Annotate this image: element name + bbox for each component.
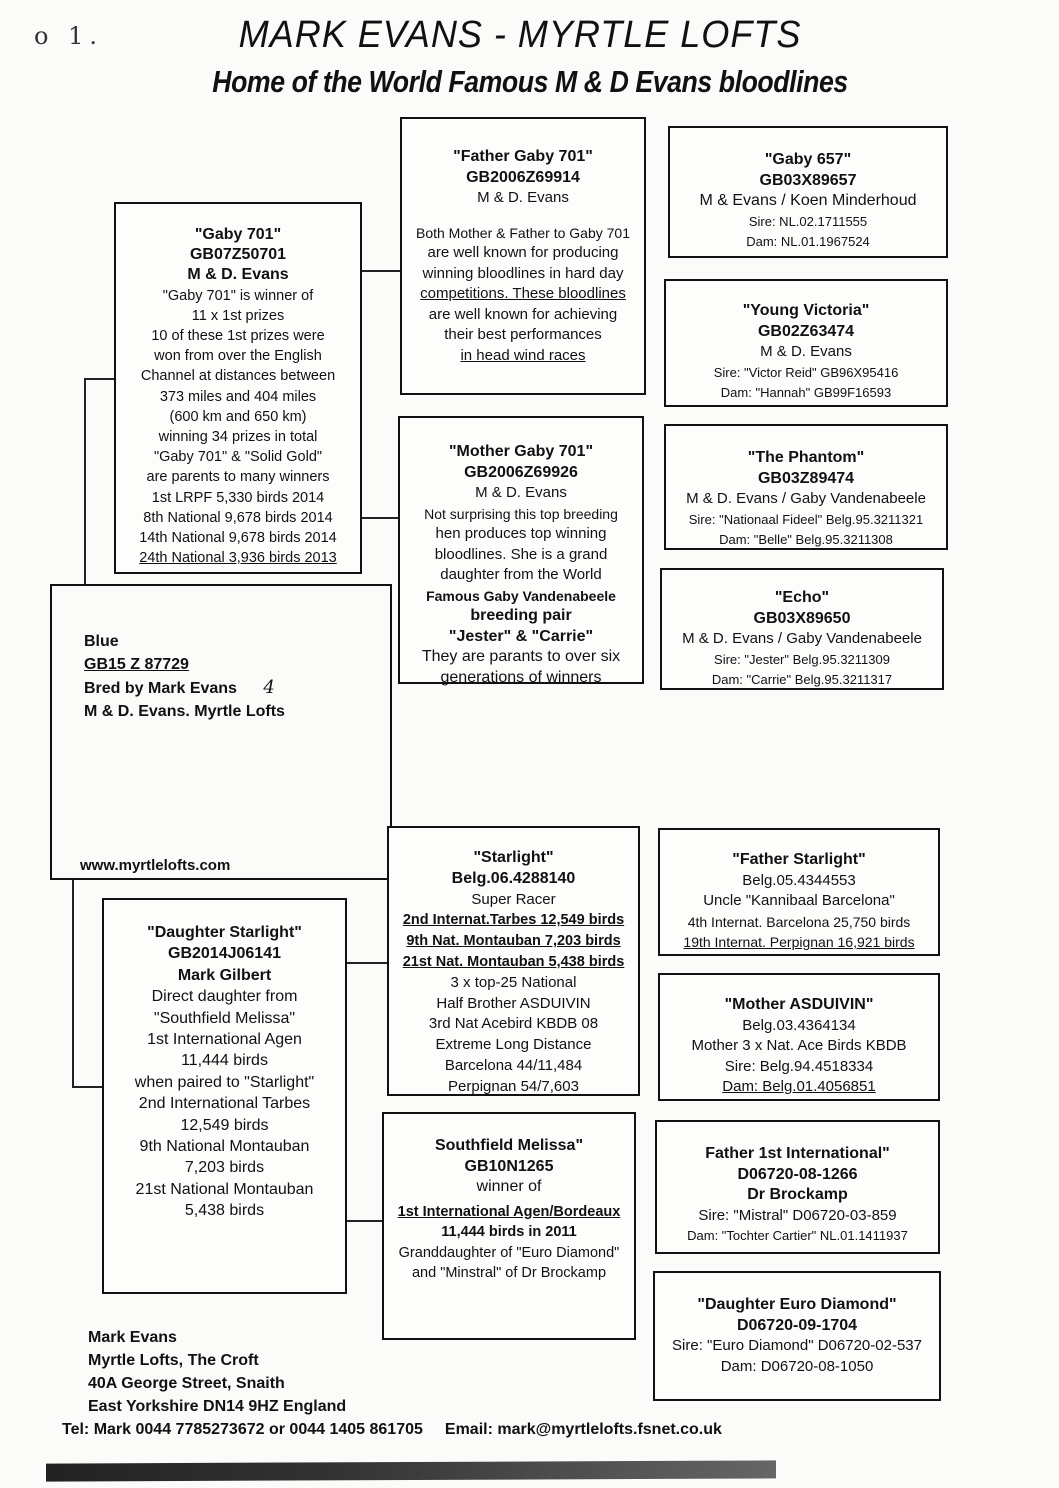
dam-line: 1st International Agen bbox=[147, 1031, 302, 1049]
sire-line: 11 x 1st prizes bbox=[191, 307, 285, 324]
gp-sire: Sire: Belg.94.4518334 bbox=[724, 1057, 874, 1075]
contact-tel: Tel: Mark 0044 7785273672 or 0044 1405 861705 bbox=[62, 1421, 423, 1438]
contact-email[interactable]: Email: mark@myrtlelofts.fsnet.co.uk bbox=[444, 1421, 722, 1438]
dam-sire-line: 9th Nat. Montauban 7,203 birds bbox=[406, 933, 621, 950]
gp-owner: M & D. Evans bbox=[760, 343, 852, 360]
sire-ring: GB07Z50701 bbox=[189, 246, 287, 264]
dam-name: "Daughter Starlight" bbox=[147, 924, 302, 941]
dam-sire-line: 21st Nat. Montauban 5,438 birds bbox=[402, 953, 625, 970]
dam-box bbox=[102, 898, 347, 1294]
dam-sire-line: Super Racer bbox=[471, 890, 556, 908]
dam-sire-line: 2nd Internat.Tarbes 12,549 birds bbox=[402, 912, 625, 929]
gp-ring: GB02Z63474 bbox=[757, 322, 855, 340]
sire-line: "Gaby 701" & "Solid Gold" bbox=[153, 449, 323, 466]
gp-mother-asduivin-box bbox=[658, 973, 940, 1101]
gp-line: Mother 3 x Nat. Ace Birds KBDB bbox=[691, 1037, 907, 1054]
connector bbox=[347, 1220, 382, 1222]
sire-dam-line: hen produces top winning bbox=[435, 525, 607, 542]
contact-name: Mark Evans bbox=[88, 1329, 177, 1346]
gp-gaby-657-box bbox=[668, 126, 948, 258]
sire-dam-line: bloodlines. She is a grand bbox=[434, 545, 608, 563]
sire-dam-line: breeding pair bbox=[470, 607, 572, 624]
dam-dam-line: Granddaughter of "Euro Diamond" bbox=[398, 1244, 620, 1261]
gp-dam: Dam: "Belle" Belg.95.3211308 bbox=[719, 532, 893, 547]
dam-line: 12,549 birds bbox=[180, 1116, 269, 1134]
sire-sire-line: are well known for producing bbox=[427, 244, 619, 261]
dam-dam-ring: GB10N1265 bbox=[464, 1157, 554, 1175]
subject-bred-by-row bbox=[84, 676, 285, 700]
dam-dam-line: and "Minstral" of Dr Brockamp bbox=[411, 1265, 607, 1281]
gp-ring: D06720-08-1266 bbox=[737, 1165, 858, 1183]
gp-sire: Sire: "Jester" Belg.95.3211309 bbox=[714, 651, 890, 667]
sire-sire-line: in head wind races bbox=[460, 346, 586, 364]
sire-name: "Gaby 701" bbox=[194, 226, 282, 243]
sire-sire-name: "Father Gaby 701" bbox=[453, 148, 593, 165]
gp-ring: Belg.05.4344553 bbox=[742, 871, 856, 889]
gp-name: "Gaby 657" bbox=[764, 151, 852, 168]
gp-echo-box bbox=[660, 568, 944, 690]
page-title: MARK EVANS - MYRTLE LOFTS bbox=[238, 14, 802, 56]
sire-line: winning 34 prizes in total bbox=[158, 429, 318, 446]
gp-ring: GB03X89657 bbox=[759, 171, 857, 189]
gp-dam: Dam: "Tochter Cartier" NL.01.1411937 bbox=[687, 1228, 908, 1243]
dam-sire-line: Half Brother ASDUIVIN bbox=[436, 994, 591, 1012]
sire-line: Channel at distances between bbox=[140, 368, 336, 385]
gp-name: "Mother ASDUIVIN" bbox=[724, 996, 874, 1013]
gp-sire: Sire: NL.02.1711555 bbox=[748, 213, 868, 229]
gp-line: 4th Internat. Barcelona 25,750 birds bbox=[687, 913, 911, 930]
sire-dam-line: "Jester" & "Carrie" bbox=[448, 627, 594, 645]
contact-tel-row bbox=[62, 1418, 722, 1441]
subject-loft: M & D. Evans. Myrtle Lofts bbox=[84, 703, 285, 720]
sire-dam-owner: M & D. Evans bbox=[475, 484, 567, 501]
contact-street: 40A George Street, Snaith bbox=[88, 1375, 285, 1392]
gp-sire: Sire: "Nationaal Fideel" Belg.95.3211321 bbox=[688, 511, 924, 527]
connector bbox=[362, 270, 400, 272]
gp-sire: Sire: "Mistral" D06720-03-859 bbox=[698, 1206, 897, 1224]
gp-sire: Sire: "Euro Diamond" D06720-02-537 bbox=[672, 1337, 922, 1354]
dam-ring: GB2014J06141 bbox=[168, 945, 281, 963]
sire-sire-owner: M & D. Evans bbox=[477, 189, 569, 206]
sire-sire-box bbox=[400, 117, 646, 395]
dam-dam-name: Southfield Melissa" bbox=[434, 1137, 584, 1154]
contact-loft: Myrtle Lofts, The Croft bbox=[88, 1352, 259, 1369]
sire-line: 14th National 9,678 birds 2014 bbox=[139, 530, 337, 547]
connector bbox=[362, 517, 398, 519]
gp-ring: GB03Z89474 bbox=[757, 469, 855, 487]
page-subtitle: Home of the World Famous M & D Evans bloodlines bbox=[212, 64, 848, 99]
sire-box bbox=[114, 202, 362, 574]
dam-line: Direct daughter from bbox=[151, 988, 298, 1006]
gp-name: "Daughter Euro Diamond" bbox=[697, 1296, 897, 1313]
sire-dam-box bbox=[398, 416, 644, 684]
subject-bird-box bbox=[50, 584, 392, 880]
gp-owner: M & D. Evans / Gaby Vandenabeele bbox=[682, 630, 922, 647]
dam-dam-line: 1st International Agen/Bordeaux bbox=[397, 1203, 621, 1220]
dam-dam-box bbox=[382, 1112, 636, 1340]
connector bbox=[72, 880, 74, 1086]
gp-ring: Belg.03.4364134 bbox=[742, 1016, 856, 1034]
dam-line: 2nd International Tarbes bbox=[138, 1095, 311, 1113]
contact-region: East Yorkshire DN14 9HZ England bbox=[88, 1398, 347, 1415]
sire-sire-line: are well known for achieving bbox=[428, 305, 618, 323]
dam-line: when paired to "Starlight" bbox=[134, 1073, 315, 1091]
dam-sire-box bbox=[387, 826, 640, 1096]
gp-dam: Dam: "Hannah" GB99F16593 bbox=[720, 385, 892, 400]
gp-the-phantom-box bbox=[664, 424, 948, 550]
sire-dam-line: generations of winners bbox=[440, 668, 602, 686]
connector bbox=[347, 962, 387, 964]
gp-dam: Dam: "Carrie" Belg.95.3211317 bbox=[711, 672, 893, 687]
sire-sire-line: their best performances bbox=[444, 326, 602, 343]
gp-name: "Father Starlight" bbox=[732, 851, 866, 868]
sire-sire-line: competitions. These bloodlines bbox=[420, 285, 626, 302]
sire-line: 1st LRPF 5,330 birds 2014 bbox=[151, 489, 325, 506]
dam-sire-line: 3 x top-25 National bbox=[450, 973, 577, 991]
gp-father-starlight-box bbox=[658, 828, 940, 956]
gp-owner: M & D. Evans / Gaby Vandenabeele bbox=[686, 490, 926, 507]
sire-dam-ring: GB2006Z69926 bbox=[464, 463, 578, 481]
sire-dam-line: They are parants to over six bbox=[421, 648, 621, 665]
sire-line: 10 of these 1st prizes were bbox=[151, 328, 325, 345]
sire-dam-name: "Mother Gaby 701" bbox=[448, 443, 594, 460]
sire-sire-line: Both Mother & Father to Gaby 701 bbox=[415, 224, 630, 241]
gp-dam: Dam: Belg.01.4056851 bbox=[722, 1078, 876, 1095]
gp-young-victoria-box bbox=[664, 279, 948, 407]
dam-line: 5,438 birds bbox=[184, 1202, 265, 1220]
sire-line: "Gaby 701" is winner of bbox=[162, 287, 314, 304]
gp-line: 19th Internat. Perpignan 16,921 birds bbox=[683, 934, 915, 950]
gp-ring: D06720-09-1704 bbox=[736, 1316, 858, 1334]
gp-ring: GB03X89650 bbox=[753, 609, 851, 627]
dam-line: 11,444 birds bbox=[181, 1052, 268, 1070]
dam-line: 7,203 birds bbox=[184, 1159, 265, 1177]
connector bbox=[84, 378, 114, 380]
sire-dam-line: daughter from the World bbox=[440, 566, 602, 583]
sire-line: (600 km and 650 km) bbox=[169, 408, 307, 425]
contact-block bbox=[62, 1326, 748, 1441]
corner-mark: o 1. bbox=[34, 22, 103, 50]
subject-bred-by: Bred by Mark Evans bbox=[84, 680, 237, 697]
dam-line: 9th National Montauban bbox=[139, 1138, 310, 1156]
sire-sire-line: winning bloodlines in hard day bbox=[422, 264, 624, 282]
gp-name: "Echo" bbox=[774, 589, 830, 606]
bottom-scan-bar bbox=[46, 1460, 776, 1481]
gp-dam: Dam: D06720-08-1050 bbox=[720, 1357, 874, 1375]
subject-ring: GB15 Z 87729 bbox=[84, 656, 189, 673]
dam-sire-name: "Starlight" bbox=[473, 849, 554, 866]
subject-color: Blue bbox=[84, 633, 119, 650]
sire-owner: M & D. Evans bbox=[187, 266, 289, 284]
gp-line: Uncle "Kannibaal Barcelona" bbox=[703, 892, 895, 909]
dam-sire-line: Extreme Long Distance bbox=[435, 1036, 592, 1054]
sire-dam-line: Not surprising this top breeding bbox=[424, 505, 618, 522]
dam-owner: Mark Gilbert bbox=[177, 966, 272, 984]
dam-dam-line: 11,444 birds in 2011 bbox=[441, 1224, 577, 1240]
sire-sire-ring: GB2006Z69914 bbox=[466, 168, 580, 186]
gp-dam: Dam: NL.01.1967524 bbox=[746, 234, 870, 249]
dam-sire-line: Barcelona 44/11,484 bbox=[444, 1056, 583, 1074]
dam-sire-ring: Belg.06.4288140 bbox=[451, 869, 576, 887]
website-link[interactable]: www.myrtlelofts.com bbox=[80, 857, 231, 874]
dam-sire-line: Perpignan 54/7,603 bbox=[448, 1077, 579, 1095]
dam-sire-line: 3rd Nat Acebird KBDB 08 bbox=[428, 1015, 599, 1033]
sire-line: 24th National 3,936 birds 2013 bbox=[139, 550, 337, 567]
sire-line: won from over the English bbox=[154, 348, 322, 365]
sire-line: are parents to many winners bbox=[146, 469, 330, 486]
gp-owner: Dr Brockamp bbox=[747, 1186, 848, 1203]
gp-name: "Young Victoria" bbox=[742, 302, 870, 319]
connector bbox=[84, 378, 86, 584]
sire-line: 373 miles and 404 miles bbox=[159, 388, 317, 405]
gp-name: Father 1st International" bbox=[705, 1145, 890, 1162]
connector bbox=[72, 1086, 102, 1088]
dam-line: "Southfield Melissa" bbox=[153, 1009, 296, 1027]
handwritten-mark: 4 bbox=[263, 677, 275, 698]
sire-dam-line: Famous Gaby Vandenabeele bbox=[426, 587, 616, 604]
gp-father-1st-international-box bbox=[655, 1120, 940, 1254]
dam-dam-line: winner of bbox=[476, 1178, 542, 1195]
gp-sire: Sire: "Victor Reid" GB96X95416 bbox=[713, 364, 899, 380]
gp-owner: M & Evans / Koen Minderhoud bbox=[699, 192, 917, 209]
gp-name: "The Phantom" bbox=[747, 449, 865, 466]
dam-line: 21st National Montauban bbox=[135, 1180, 314, 1198]
sire-line: 8th National 9,678 birds 2014 bbox=[143, 509, 333, 526]
